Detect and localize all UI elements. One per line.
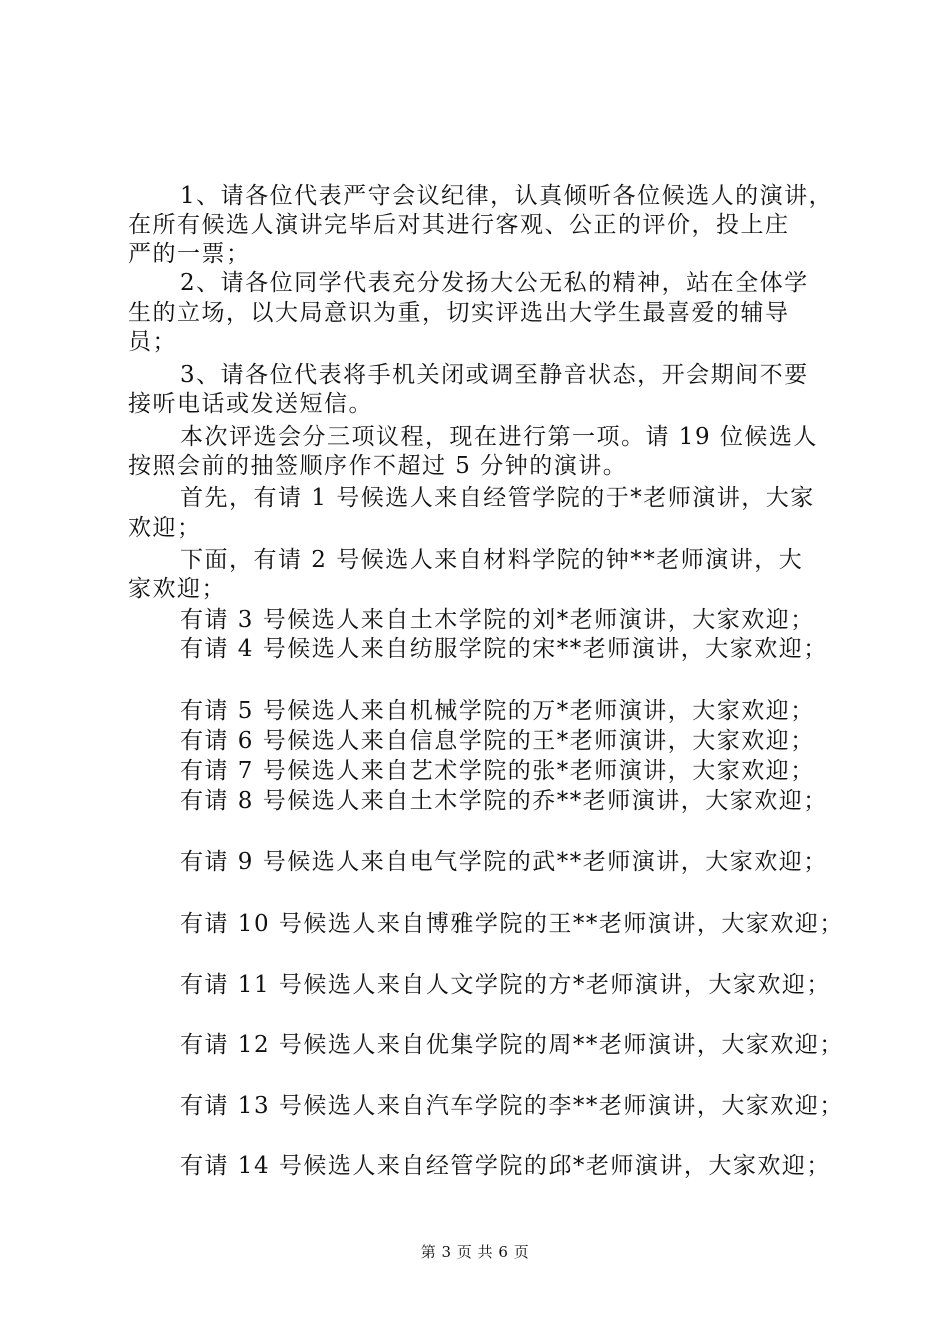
text-line: 有请 6 号候选人来自信息学院的王*老师演讲，大家欢迎； <box>180 728 815 754</box>
text-line: 严的一票； <box>128 241 251 267</box>
page-number-footer: 第 3 页 共 6 页 <box>420 1243 530 1261</box>
text-line: 有请 7 号候选人来自艺术学院的张*老师演讲，大家欢迎； <box>180 758 815 784</box>
text-line: 有请 14 号候选人来自经管学院的邱*老师演讲，大家欢迎； <box>180 1153 831 1179</box>
text-line: 有请 4 号候选人来自纺服学院的宋**老师演讲，大家欢迎； <box>180 636 828 662</box>
text-line: 家欢迎； <box>128 576 226 602</box>
text-line: 欢迎； <box>128 515 202 541</box>
text-line: 生的立场，以大局意识为重，切实评选出大学生最喜爱的辅导 <box>128 300 790 326</box>
text-line: 有请 11 号候选人来自人文学院的方*老师演讲，大家欢迎； <box>180 972 831 998</box>
text-line: 首先，有请 1 号候选人来自经管学院的于*老师演讲，大家 <box>180 485 815 511</box>
text-line: 接听电话或发送短信。 <box>128 391 373 417</box>
text-line: 有请 10 号候选人来自博雅学院的王**老师演讲，大家欢迎； <box>180 911 844 937</box>
text-line: 按照会前的抽签顺序作不超过 5 分钟的演讲。 <box>128 453 628 479</box>
text-line: 有请 3 号候选人来自土木学院的刘*老师演讲，大家欢迎； <box>180 607 815 633</box>
text-line: 2、请各位同学代表充分发扬大公无私的精神，站在全体学 <box>180 270 809 296</box>
text-line: 有请 5 号候选人来自机械学院的万*老师演讲，大家欢迎； <box>180 698 815 724</box>
text-line: 在所有候选人演讲完毕后对其进行客观、公正的评价，投上庄 <box>128 212 790 238</box>
text-line: 员； <box>128 329 177 355</box>
text-line: 下面，有请 2 号候选人来自材料学院的钟**老师演讲，大 <box>180 547 804 573</box>
text-line: 有请 9 号候选人来自电气学院的武**老师演讲，大家欢迎； <box>180 849 828 875</box>
text-line: 本次评选会分三项议程，现在进行第一项。请 19 位候选人 <box>180 424 818 450</box>
text-line: 有请 12 号候选人来自优集学院的周**老师演讲，大家欢迎； <box>180 1032 844 1058</box>
text-line: 1、请各位代表严守会议纪律，认真倾听各位候选人的演讲， <box>180 183 834 209</box>
text-line: 有请 13 号候选人来自汽车学院的李**老师演讲，大家欢迎； <box>180 1093 844 1119</box>
text-line: 3、请各位代表将手机关闭或调至静音状态，开会期间不要 <box>180 362 809 388</box>
text-line: 有请 8 号候选人来自土木学院的乔**老师演讲，大家欢迎； <box>180 788 828 814</box>
